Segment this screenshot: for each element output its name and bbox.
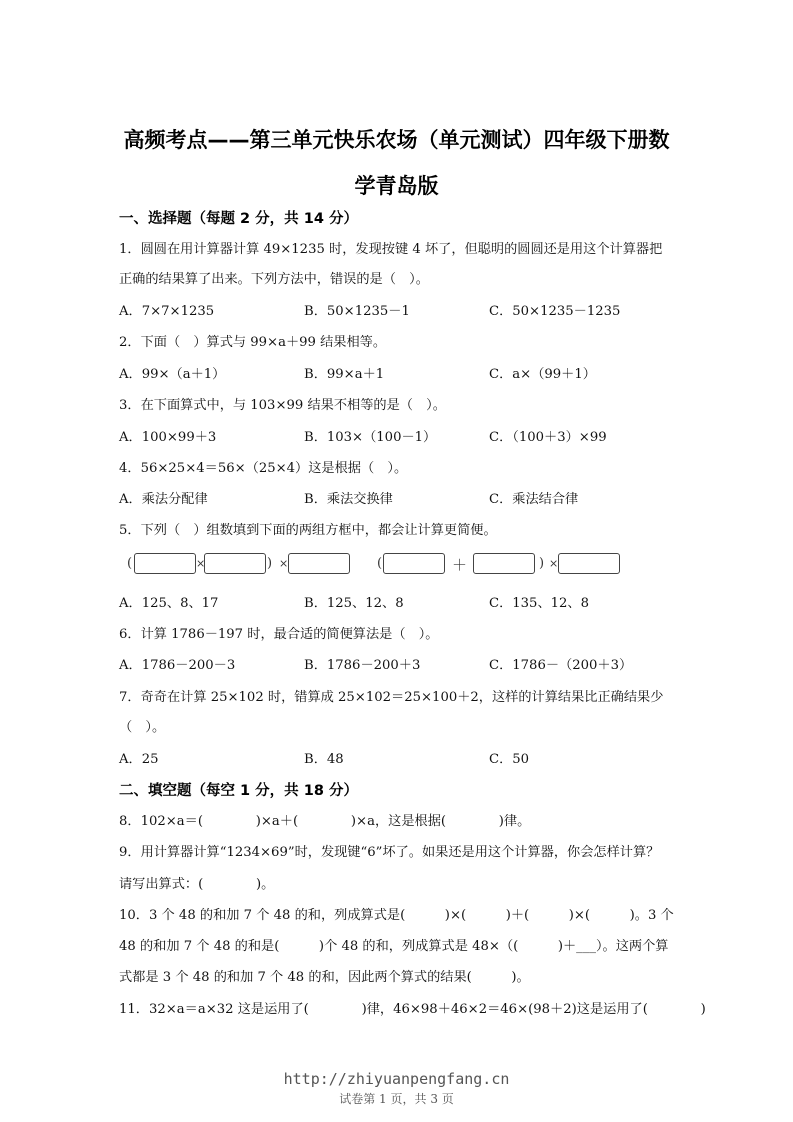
question-7-option-b[interactable]: B．48	[304, 752, 344, 767]
question-1-option-c[interactable]: C．50×1235－1235	[489, 304, 621, 319]
question-8: 8．102×a＝( )×a＋( )×a，这是根据( )律。	[119, 814, 531, 829]
blank-box-3[interactable]	[288, 553, 350, 574]
question-2-option-c[interactable]: C．a×（99＋1）	[489, 367, 596, 382]
question-4-line-1: 4．56×25×4＝56×（25×4）这是根据（ ）。	[119, 461, 408, 476]
question-7-line-1: 7．奇奇在计算 25×102 时，错算成 25×102＝25×100＋2，这样的计算结果比正确结果少	[119, 690, 664, 705]
question-3-option-c[interactable]: C．（100＋3）×99	[489, 430, 607, 445]
times-sign-2: ×	[279, 557, 289, 570]
section-heading-fill: 二、填空题（每空 1 分，共 18 分）	[119, 783, 358, 799]
question-1-option-b[interactable]: B．50×1235－1	[304, 304, 410, 319]
question-7-line-2: （ ）。	[119, 720, 166, 735]
question-2-line-1: 2．下面（ ）算式与 99×a＋99 结果相等。	[119, 335, 387, 350]
question-5-option-b[interactable]: B．125、12、8	[304, 596, 404, 611]
question-7-option-c[interactable]: C．50	[489, 752, 530, 767]
question-2-option-b[interactable]: B．99×a＋1	[304, 367, 385, 382]
page-number: 试卷第 1 页，共 3 页	[339, 1092, 454, 1106]
question-5-option-a[interactable]: A．125、8、17	[119, 596, 219, 611]
page-title-line1: 高频考点——第三单元快乐农场（单元测试）四年级下册数	[123, 128, 670, 152]
question-10-line-2: 48 的和加 7 个 48 的和是( )个 48 的和，列成算式是 48×（( )＋___）。这两个算	[119, 939, 669, 954]
question-10-line-3: 式都是 3 个 48 的和加 7 个 48 的和，因此两个算式的结果( )。	[119, 970, 530, 985]
question-1-option-a[interactable]: A．7×7×1235	[119, 304, 215, 319]
paren-close-1: )	[267, 556, 273, 571]
times-sign-3: ×	[549, 557, 559, 570]
paren-close-2: )	[539, 556, 545, 571]
paren-open-2: (	[377, 556, 383, 571]
question-1-line-2: 正确的结果算了出来。下列方法中，错误的是（ ）。	[119, 272, 429, 287]
question-6-option-b[interactable]: B．1786－200＋3	[304, 658, 421, 673]
question-2-option-a[interactable]: A．99×（a＋1）	[119, 367, 226, 382]
question-9-line-2: 请写出算式：( )。	[119, 877, 275, 892]
question-4-option-c[interactable]: C．乘法结合律	[489, 492, 579, 507]
paren-open-1: (	[127, 556, 133, 571]
plus-sign: ＋	[452, 556, 468, 574]
question-1-line-1: 1．圆圆在用计算器计算 49×1235 时，发现按键 4 坏了，但聪明的圆圆还是用这个计算器把	[119, 242, 663, 257]
question-3-option-b[interactable]: B．103×（100－1）	[304, 430, 437, 445]
blank-box-6[interactable]	[558, 553, 620, 574]
question-11: 11．32×a＝a×32 这是运用了( )律，46×98＋46×2＝46×(98＋2)这是运用了( )	[119, 1002, 706, 1017]
blank-box-2[interactable]	[204, 553, 266, 574]
question-4-option-b[interactable]: B．乘法交换律	[304, 492, 393, 507]
blank-box-1[interactable]	[134, 553, 196, 574]
page-title-line2: 学青岛版	[354, 174, 439, 198]
question-6-line-1: 6．计算 1786－197 时，最合适的简便算法是（ ）。	[119, 627, 439, 642]
question-6-option-c[interactable]: C．1786－（200＋3）	[489, 658, 633, 673]
blank-box-4[interactable]	[383, 553, 445, 574]
watermark-url: http://zhiyuanpengfang.cn	[283, 1070, 510, 1088]
question-5-line-1: 5．下列（ ）组数填到下面的两组方框中，都会让计算更简便。	[119, 523, 497, 538]
section-heading-choice: 一、选择题（每题 2 分，共 14 分）	[119, 211, 358, 227]
times-sign-1: ×	[196, 557, 206, 570]
question-3-option-a[interactable]: A．100×99＋3	[119, 430, 217, 445]
blank-box-5[interactable]	[473, 553, 535, 574]
question-4-option-a[interactable]: A．乘法分配律	[119, 492, 208, 507]
question-6-option-a[interactable]: A．1786－200－3	[119, 658, 236, 673]
question-10-line-1: 10．3 个 48 的和加 7 个 48 的和，列成算式是( )×( )＋( )×( )。3 个	[119, 908, 674, 923]
question-7-option-a[interactable]: A．25	[119, 752, 159, 767]
question-5-option-c[interactable]: C．135、12、8	[489, 596, 589, 611]
question-3-line-1: 3．在下面算式中，与 103×99 结果不相等的是（ ）。	[119, 398, 446, 413]
question-9-line-1: 9．用计算器计算“1234×69”时，发现键“6”坏了。如果还是用这个计算器，你会怎样计算？	[119, 845, 660, 860]
